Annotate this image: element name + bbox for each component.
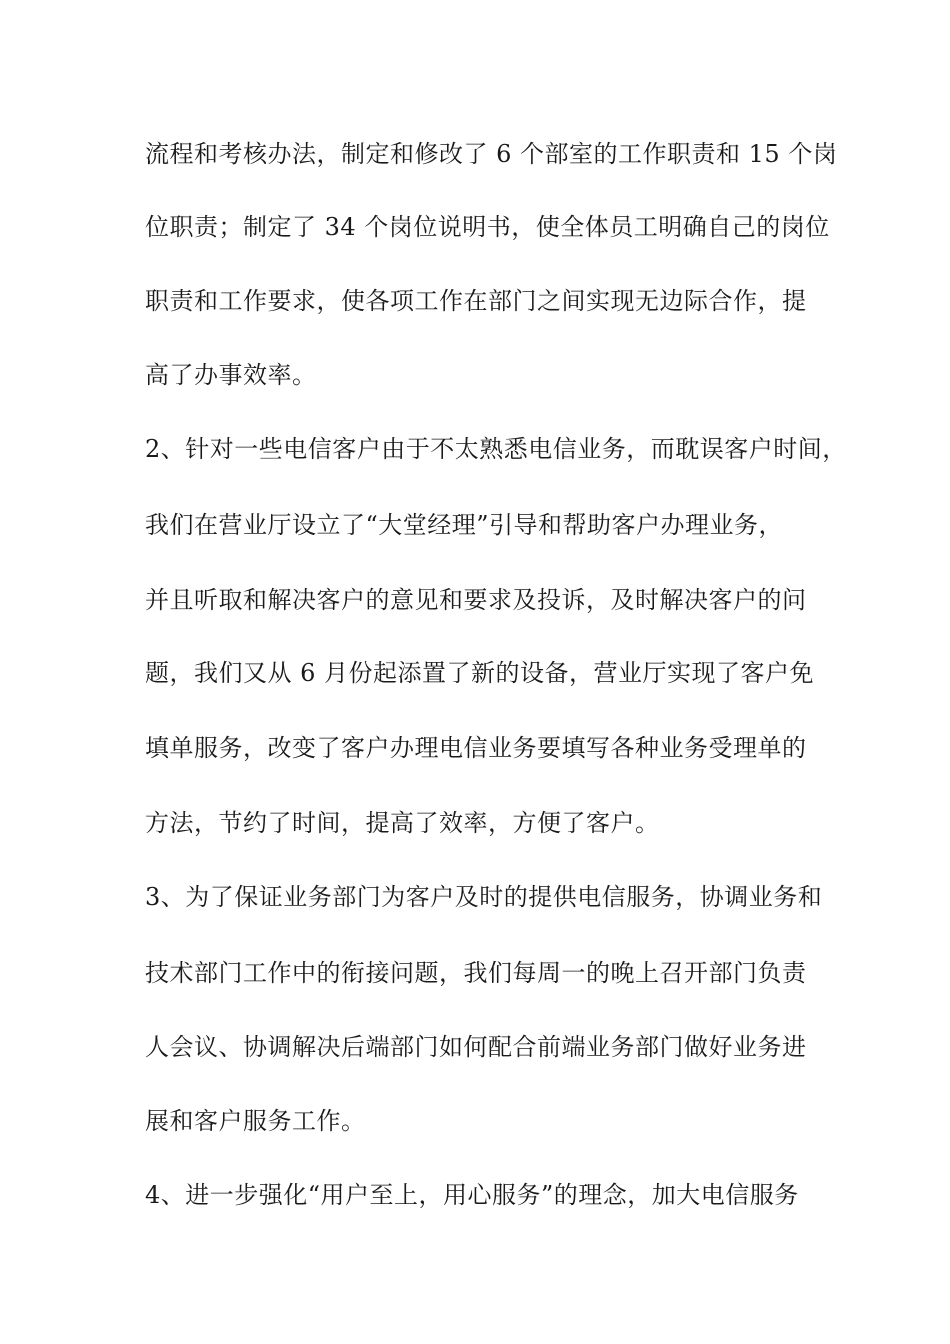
text-line: 2、针对一些电信客户由于不太熟悉电信业务，而耽误客户时间，: [145, 435, 847, 463]
text-line: 流程和考核办法，制定和修改了 6 个部室的工作职责和 15 个岗: [145, 140, 838, 168]
text-line: 3、为了保证业务部门为客户及时的提供电信服务，协调业务和: [145, 883, 823, 911]
text-line: 职责和工作要求，使各项工作在部门之间实现无边际合作，提: [145, 287, 807, 315]
text-line: 人会议、协调解决后端部门如何配合前端业务部门做好业务进: [145, 1033, 807, 1061]
text-line: 方法，节约了时间，提高了效率，方便了客户。: [145, 809, 660, 837]
text-line: 展和客户服务工作。: [145, 1107, 366, 1135]
text-line: 题，我们又从 6 月份起添置了新的设备，营业厅实现了客户免: [145, 659, 815, 687]
text-line: 高了办事效率。: [145, 361, 317, 389]
text-line: 填单服务，改变了客户办理电信业务要填写各种业务受理单的: [145, 734, 807, 762]
text-line: 4、进一步强化“用户至上，用心服务”的理念，加大电信服务: [145, 1181, 799, 1209]
text-line: 技术部门工作中的衔接问题，我们每周一的晚上召开部门负责: [145, 959, 807, 987]
text-line: 我们在营业厅设立了“大堂经理”引导和帮助客户办理业务，: [145, 511, 784, 539]
text-line: 并且听取和解决客户的意见和要求及投诉，及时解决客户的问: [145, 586, 807, 614]
text-line: 位职责；制定了 34 个岗位说明书，使全体员工明确自己的岗位: [145, 213, 830, 241]
